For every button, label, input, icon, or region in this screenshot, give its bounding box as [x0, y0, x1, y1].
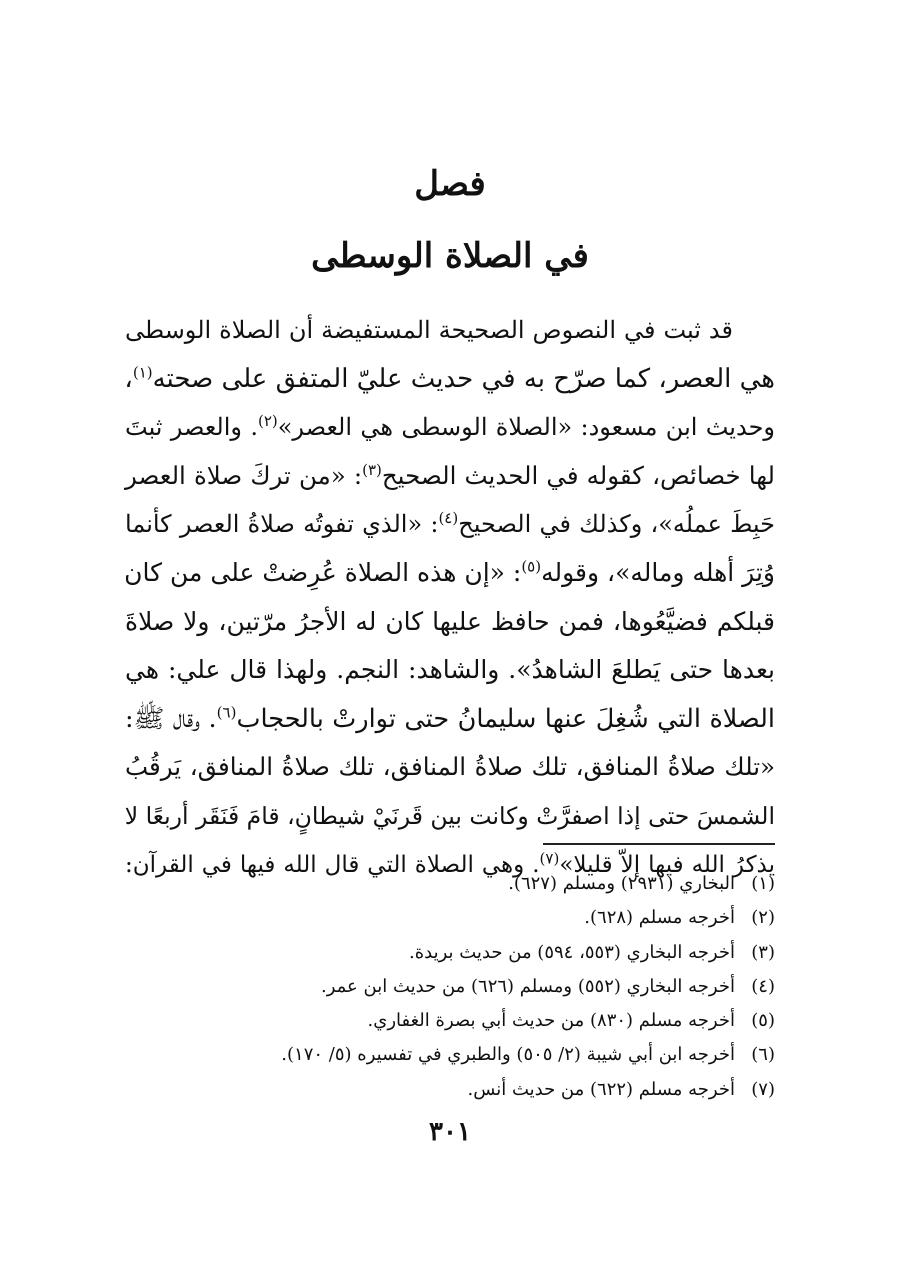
- footnote-item: [125, 1038, 775, 1072]
- footnote-marker: (٦): [216, 703, 237, 722]
- body-line: «تلك صلاةُ المنافق، تلك صلاةُ المنافق، تلك صلاةُ المنافق، يَرقُبُ: [125, 752, 775, 782]
- chapter-heading: فصل: [414, 164, 486, 204]
- footnote-text: أخرجه مسلم (٨٣٠) من حديث أبي بصرة الغفاري.: [367, 1010, 735, 1032]
- footnote-marker: (٢): [257, 412, 278, 431]
- body-line: بعدها حتى يَطلعَ الشاهدُ». والشاهد: النجم. ولهذا قال علي: هي: [125, 655, 775, 685]
- body-line: قبلكم فضيَّعُوها، فمن حافظ عليها كان له الأجرُ مرّتين، ولا صلاةَ: [125, 606, 775, 636]
- footnote-number: (٦): [751, 1044, 775, 1066]
- footnote-separator: [543, 843, 775, 845]
- body-line: حَبِطَ عملُه»، وكذلك في الصحيح$^{(٤)}$: «الذي تفوتُه صلاةُ العصر كأنما: [125, 509, 775, 539]
- footnote-number: (٥): [751, 1010, 775, 1032]
- body-text: [125, 306, 775, 889]
- page-number: ٣٠١: [429, 1117, 471, 1147]
- body-line: قد ثبت في النصوص الصحيحة المستفيضة أن الصلاة الوسطى: [125, 316, 733, 344]
- footnote-marker: (٣): [362, 460, 382, 479]
- footnote-text: أخرجه البخاري (٥٥٣، ٥٩٤) من حديث بريدة.: [408, 941, 735, 963]
- footnote-text: أخرجه مسلم (٦٢٨).: [584, 907, 735, 929]
- footnote-number: (١): [751, 873, 775, 894]
- footnote-marker: (٥): [521, 557, 542, 576]
- body-line: وُتِرَ أهله وماله»، وقوله$^{(٥)}$: «إن هذه الصلاة عُرِضتْ على من كان: [124, 557, 775, 587]
- footnote-text: أخرجه مسلم (٦٢٢) من حديث أنس.: [467, 1078, 735, 1100]
- footnote-number: (٢): [751, 907, 775, 929]
- footnote-item: [125, 970, 775, 1004]
- body-line: يذكرُ الله فيها إلاّ قليلا»$^{(٧)}$. وهي الصلاة التي قال الله فيها في القرآن:: [125, 848, 775, 878]
- body-line: الصلاة التي شُغِلَ عنها سليمانُ حتى توارتْ بالحجاب$^{(٦)}$. وقال ﷺ:: [125, 703, 775, 734]
- body-line: الشمسَ حتى إذا اصفرَّتْ وكانت بين قَرنَيْ شيطانٍ، قامَ فَنَقَر أربعًا لا: [124, 801, 775, 830]
- footnote-marker: (١): [132, 362, 153, 381]
- footnote-item: [125, 867, 775, 901]
- footnote-number: (٧): [751, 1078, 775, 1100]
- footnote-marker: (٤): [438, 509, 459, 528]
- footnotes: [125, 867, 775, 1107]
- footnote-item: [125, 901, 775, 935]
- footnote-number: (٤): [751, 975, 775, 997]
- footnote-text: أخرجه ابن أبي شيبة (٢/ ٥٠٥) والطبري في تفسيره (٥/ ١٧٠).: [281, 1044, 735, 1066]
- body-line: هي العصر، كما صرّح به في حديث عليّ المتفق على صحته$^{(١)}$،: [124, 362, 775, 394]
- footnote-item: [125, 1073, 775, 1107]
- footnote-text: البخاري (٢٩٣١) ومسلم (٦٢٧).: [508, 873, 735, 894]
- footnote-marker: (٧): [539, 848, 560, 867]
- chapter-subheading: في الصلاة الوسطى: [311, 236, 589, 276]
- body-line: لها خصائص، كقوله في الحديث الصحيح$^{(٣)}$: «من تركَ صلاة العصر: [125, 460, 775, 490]
- footnote-item: [125, 936, 775, 970]
- body-line: وحديث ابن مسعود: «الصلاة الوسطى هي العصر»$^{(٢)}$. والعصر ثبتَ: [125, 412, 776, 442]
- footnote-text: أخرجه البخاري (٥٥٢) ومسلم (٦٢٦) من حديث ابن عمر.: [321, 975, 735, 997]
- footnote-number: (٣): [751, 941, 775, 963]
- footnote-item: [125, 1004, 775, 1038]
